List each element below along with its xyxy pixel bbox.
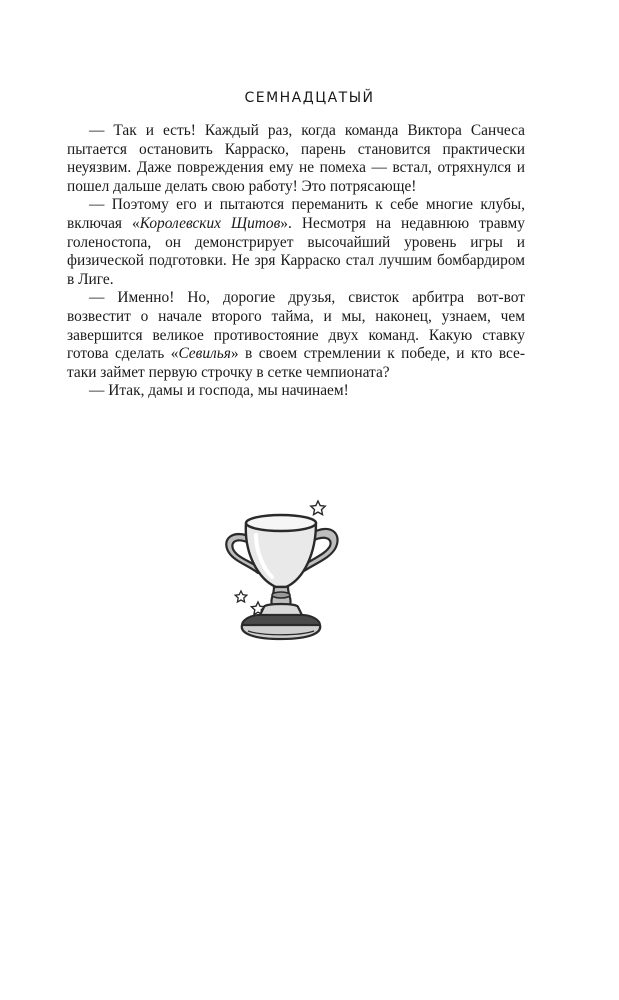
paragraph (67, 196, 525, 289)
text-segment: » в своем стремлении к победе, и кто все-таки займет первую строчку в сетке чемпионата? (67, 345, 525, 381)
trophy-rim (246, 515, 316, 531)
trophy-base (260, 604, 302, 615)
star-icon (235, 591, 247, 602)
paragraph (67, 289, 525, 382)
paragraph (67, 122, 525, 196)
text-segment: — Так и есть! Каждый раз, когда команда Виктора Санчеса пытается остановить Карраско, парень становится практически неуязвим. Даже повреждения ему не помеха — встал, отряхнулся и пошел дальше делать свою работу! Это потрясающе! (67, 122, 525, 195)
trophy-base-band (242, 615, 320, 625)
text-segment: — Поэтому его и пытаются переманить к себе многие клубы, включая « (67, 196, 525, 232)
text-segment: — Итак, дамы и господа, мы начинаем! (89, 382, 349, 400)
text-segment: — Именно! Но, дорогие друзья, свисток арбитра вот-вот возвестит о начале второго тайма, и мы, наконец, узнаем, чем завершится великое противостояние двух команд. Какую ставку готова сделать « (67, 289, 525, 363)
text-segment-italic: Королевских Щитов (139, 214, 281, 232)
star-icon (311, 501, 325, 515)
text-segment-italic: Севилья (178, 345, 231, 363)
chapter-text (67, 122, 525, 401)
chapter-title: СЕМНАДЦАТЫЙ (244, 90, 375, 106)
trophy-cup (246, 523, 316, 587)
paragraph (67, 382, 525, 401)
trophy-icon (214, 495, 344, 645)
text-segment: ». Несмотря на недавнюю травму голеностопа, он демонстрирует высочайший уровень игры и физической подготовки. Не зря Карраско стал лучшим бомбардиром в Лиге. (67, 214, 525, 288)
